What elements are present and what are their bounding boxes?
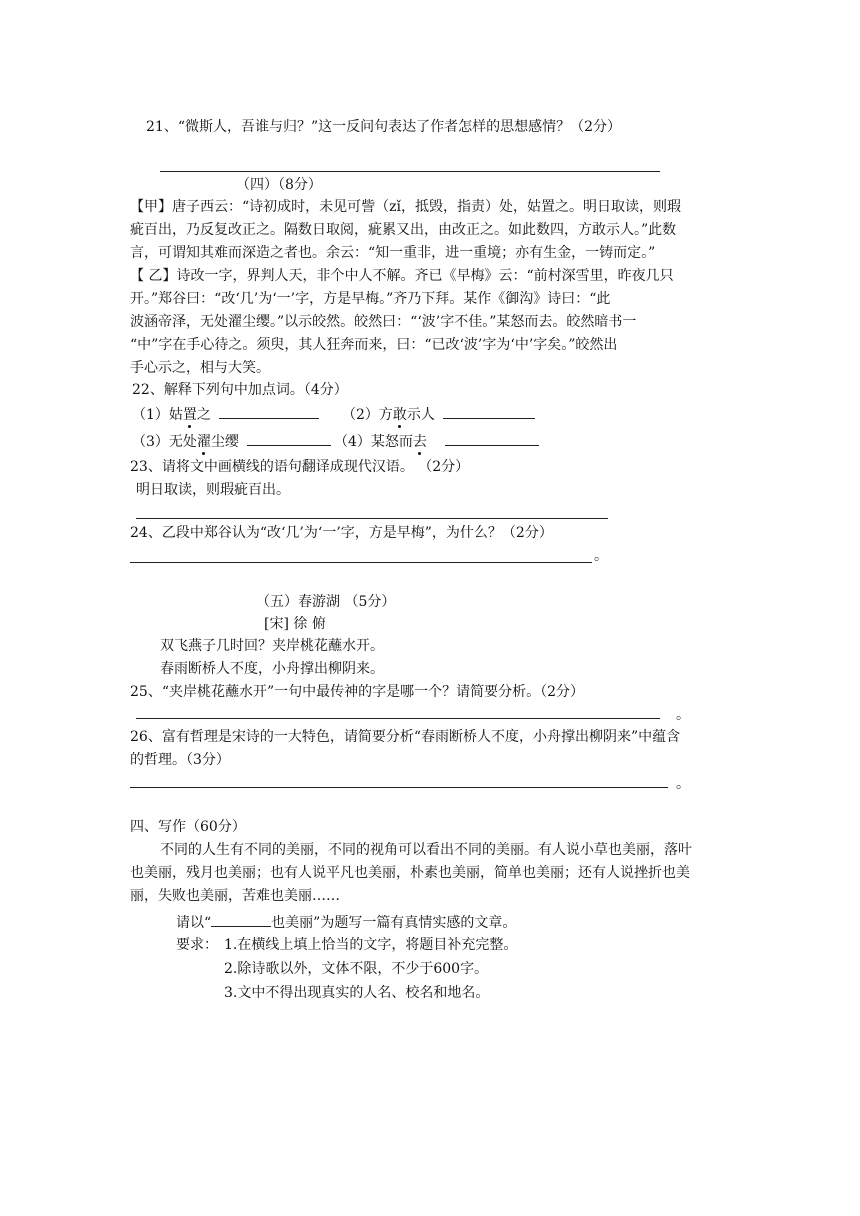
answer-end-mark: 。	[676, 776, 690, 792]
passage-jia-line: 言，可谓知其难而深造之者也。余云：“知一重非，进一重境；亦有生金，一铸而定。”	[130, 245, 656, 261]
requirement-item: 3.文中不得出现真实的人名、校名和地名。	[224, 985, 490, 1001]
q22-item-1	[132, 404, 319, 424]
answer-line-26[interactable]	[130, 787, 668, 788]
answer-line-23[interactable]	[136, 518, 608, 519]
item-text: 某怒而	[370, 434, 413, 450]
q22-item-4	[334, 431, 539, 451]
poem-line: 春雨断桥人不度，小舟撑出柳阴来。	[160, 661, 384, 677]
question-23: 23、请将文中画横线的语句翻译成现代汉语。 （2分）	[130, 459, 470, 475]
answer-end-mark: 。	[594, 548, 608, 564]
prompt-text: 也美丽”为题写一篇有真情实感的文章。	[271, 915, 517, 931]
passage-yi-line: 开。”郑谷曰：“改‘几’为‘一’字，方是早梅。”齐乃下拜。某作《御沟》诗曰：“此	[130, 291, 611, 307]
passage-jia-line: 疵百出，乃反复改正之。隔数日取阅，疵累又出，由改正之。如此数四，方敢示人。”此数	[130, 222, 677, 238]
item-text: 示人	[406, 407, 435, 423]
writing-para-line: 也美丽，残月也美丽；也有人说平凡也美丽，朴素也美丽，简单也美丽；还有人说挫折也美	[130, 865, 690, 881]
q22-item-2	[342, 404, 535, 424]
section-5-title: （五）春游湖 （5分）	[256, 594, 396, 610]
passage-yi-line: 波涵帝泽，无处濯尘缨。”以示皎然。皎然曰：“‘波’字不佳。”某怒而去。皎然暗书一	[130, 314, 637, 330]
question-25: 25、“夹岸桃花蘸水开”一句中最传神的字是哪一个？请简要分析。（2分）	[130, 684, 585, 700]
item-text: 无处	[168, 434, 197, 450]
title-blank[interactable]	[211, 912, 271, 927]
question-24: 24、乙段中郑谷认为“改‘几’为‘一’字，方是早梅”，为什么？（2分）	[130, 525, 553, 541]
poem-author: [宋] 徐 俯	[264, 616, 326, 632]
answer-blank-22-1[interactable]	[219, 404, 319, 419]
question-22: 22、解释下列句中加点词。（4分）	[132, 382, 348, 398]
poem-line: 双飞燕子几时回？夹岸桃花蘸水开。	[160, 638, 384, 654]
dotted-word: 濯	[196, 434, 211, 450]
answer-line-25[interactable]	[136, 718, 660, 719]
requirement-item: 2.除诗歌以外，文体不限，不少于600字。	[224, 961, 489, 977]
answer-line-21[interactable]	[160, 171, 660, 172]
q22-item-3	[132, 431, 331, 451]
writing-prompt	[176, 912, 516, 932]
writing-para-line: 丽，失败也美丽，苦难也美丽……	[130, 888, 340, 904]
item-text: 尘缨	[210, 434, 239, 450]
section-4-title: （四）（8分）	[236, 177, 322, 193]
requirement-item: 1.在横线上填上恰当的文字，将题目补充完整。	[224, 937, 518, 953]
requirements-label: 要求：	[176, 937, 218, 953]
answer-line-24[interactable]	[130, 562, 592, 563]
dotted-word: 置	[182, 407, 197, 423]
item-prefix: （2）	[342, 407, 379, 423]
passage-yi-line: 【 乙】诗改一字，界判人天，非个中人不解。齐已《早梅》云：“前村深雪里，昨夜几只	[130, 268, 674, 284]
dotted-word: 去	[412, 434, 427, 450]
answer-blank-22-3[interactable]	[247, 431, 331, 446]
item-prefix: （4）	[334, 434, 371, 450]
question-21: 21、“微斯人，吾谁与归？”这一反问句表达了作者怎样的思想感情？（2分）	[146, 119, 622, 135]
writing-para-line: 不同的人生有不同的美丽，不同的视角可以看出不同的美丽。有人说小草也美丽，落叶	[160, 842, 692, 858]
item-prefix: （1）	[132, 407, 169, 423]
writing-title: 四、写作（60分）	[130, 819, 246, 835]
prompt-text: 请以“	[176, 915, 212, 931]
passage-yi-line: “中”字在手心待之。须臾，其人狂奔而来，曰：“已改‘波’字为‘中’字矣。”皎然出	[130, 337, 618, 353]
passage-jia-line: 【甲】唐子西云：“诗初成时，未见可訾（zǐ，抵毁，指责）处，姑置之。明日取读，则瑕	[130, 199, 682, 215]
item-text: 之	[196, 407, 211, 423]
item-text: 姑	[168, 407, 183, 423]
dotted-word: 敢	[392, 407, 407, 423]
question-26-cont: 的哲理。（3分）	[130, 752, 230, 768]
answer-blank-22-2[interactable]	[443, 404, 535, 419]
q23-sentence: 明日取读，则瑕疵百出。	[136, 482, 290, 498]
question-26: 26、富有哲理是宋诗的一大特色，请简要分析“春雨断桥人不度，小舟撑出柳阴来”中蕴含	[130, 729, 681, 745]
item-prefix: （3）	[132, 434, 169, 450]
answer-blank-22-4[interactable]	[445, 431, 539, 446]
answer-end-mark: 。	[676, 707, 690, 723]
item-text: 方	[378, 407, 393, 423]
passage-yi-line: 手心示之，相与大笑。	[130, 360, 270, 376]
